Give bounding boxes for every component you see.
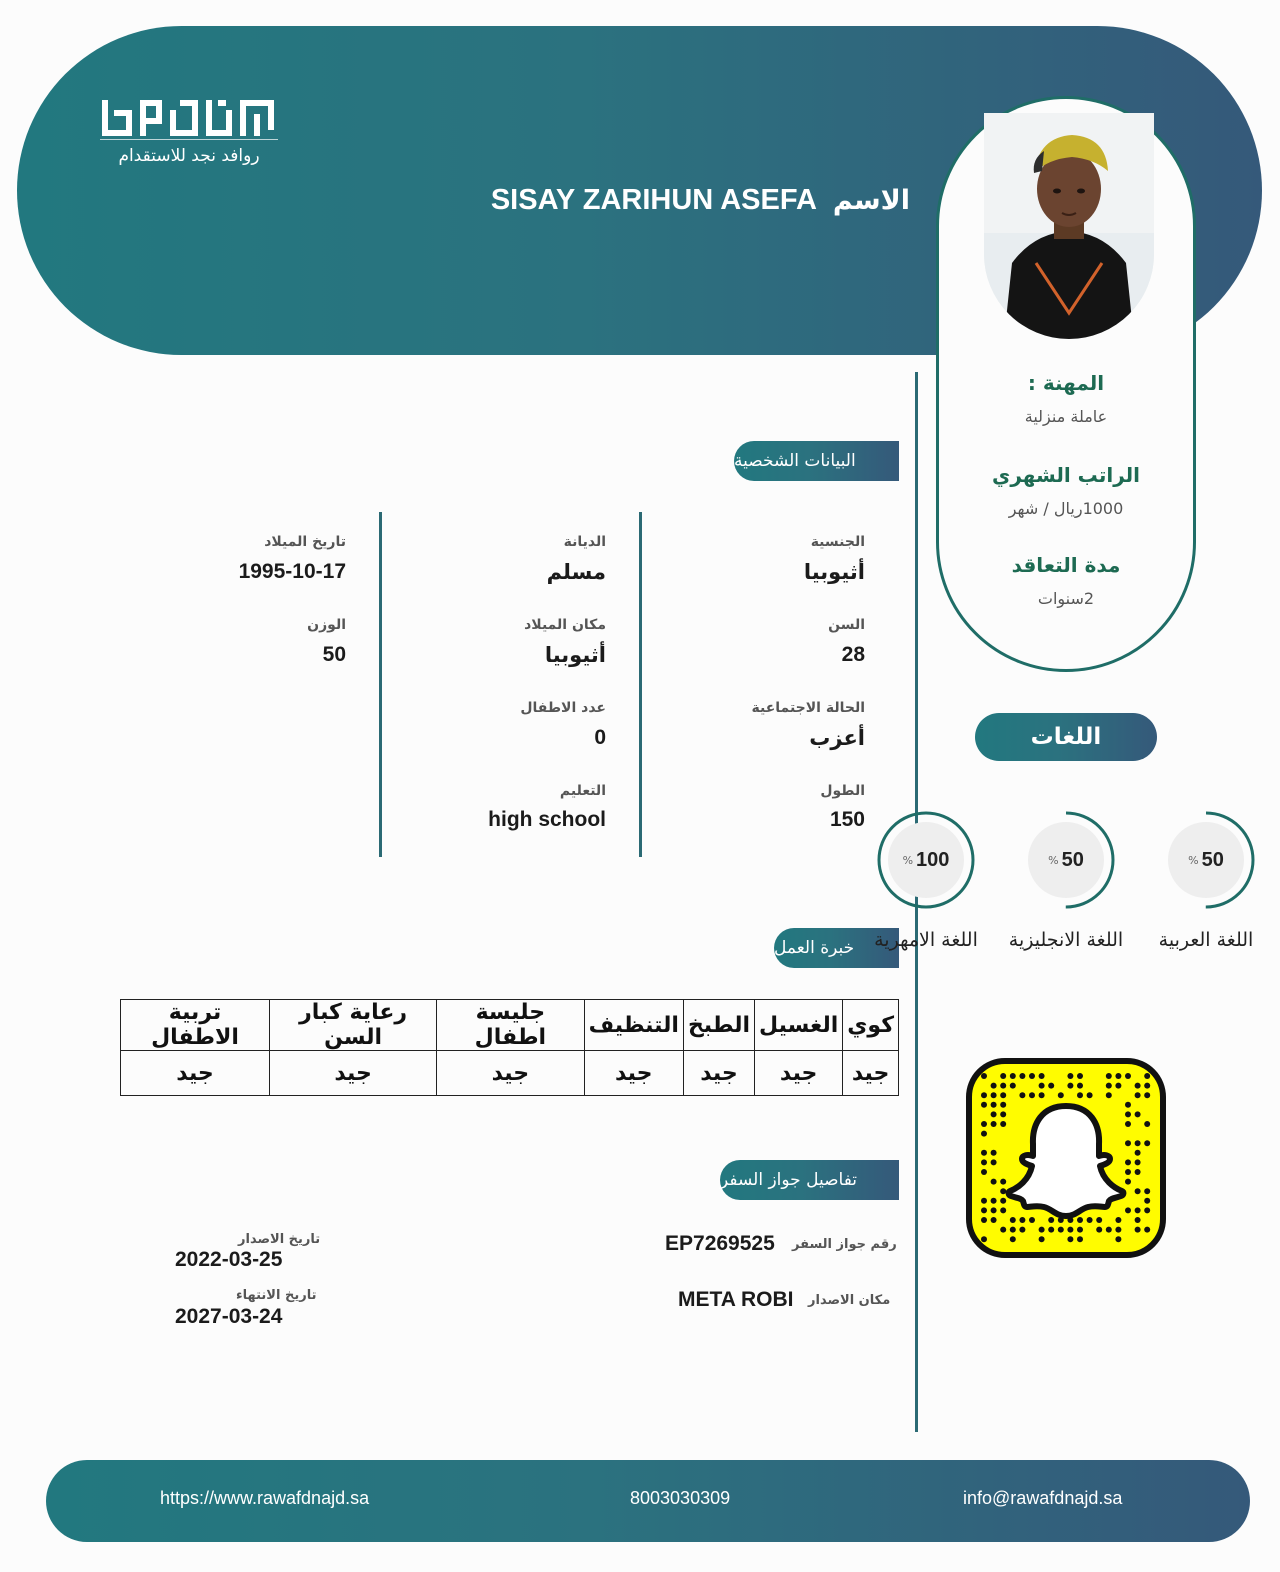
skill-header: الطبخ xyxy=(683,1000,754,1051)
expiry-date-value: 2027-03-24 xyxy=(175,1305,283,1328)
snapcode-dot xyxy=(991,1150,997,1156)
snapcode-dot xyxy=(1029,1217,1035,1223)
snapcode-dot xyxy=(1039,1083,1045,1089)
snapcode-dot xyxy=(1115,1073,1121,1079)
skill-rating: جيد xyxy=(270,1051,437,1096)
percent-unit: % xyxy=(1188,853,1199,867)
snapcode-dot xyxy=(1125,1121,1131,1127)
snapcode-dot xyxy=(991,1179,997,1185)
snapcode-dot xyxy=(1135,1083,1141,1089)
height-label: الطول xyxy=(820,783,865,799)
marital-value: أعزب xyxy=(809,727,865,750)
snapcode-dot xyxy=(1077,1092,1083,1098)
name-label: الاسم xyxy=(832,184,910,216)
snapcode-dot xyxy=(1144,1188,1150,1194)
snapcode-dot xyxy=(981,1121,987,1127)
snapcode-dot xyxy=(1125,1169,1131,1175)
language-gauge-english xyxy=(1016,810,1116,910)
language-percent: 50 xyxy=(1061,848,1084,871)
profile-card xyxy=(936,96,1196,672)
snapcode-dot xyxy=(1144,1073,1150,1079)
snapcode-dot xyxy=(1010,1217,1016,1223)
name-row xyxy=(470,180,910,220)
snapcode-dot xyxy=(1010,1073,1016,1079)
marital-label: الحالة الاجتماعية xyxy=(751,700,865,716)
dob-label: تاريخ الميلاد xyxy=(264,534,346,550)
age-value: 28 xyxy=(841,643,865,666)
religion-label: الديانة xyxy=(563,534,606,550)
passport-number-value: EP7269525 xyxy=(665,1232,775,1255)
snapcode-dot xyxy=(1135,1150,1141,1156)
phone-number[interactable]: 8003030309 xyxy=(630,1488,731,1508)
snapcode-dot xyxy=(1125,1073,1131,1079)
percent-unit: % xyxy=(902,853,914,867)
skill-rating: جيد xyxy=(843,1051,899,1096)
snapcode-dot xyxy=(1019,1073,1025,1079)
snapcode-dot xyxy=(1106,1092,1112,1098)
birthplace-value: أثيوبيا xyxy=(544,644,606,667)
snapcode-dot xyxy=(991,1083,997,1089)
snapcode-dot xyxy=(1087,1217,1093,1223)
language-percent: 100 xyxy=(916,848,950,871)
snapcode-dot xyxy=(1144,1083,1150,1089)
snapcode-dot xyxy=(1067,1227,1073,1233)
personal-section-pill: البيانات الشخصية xyxy=(734,441,899,481)
snapcode-dot xyxy=(1135,1092,1141,1098)
height-value: 150 xyxy=(829,808,865,831)
snapcode-dot xyxy=(981,1169,987,1175)
snapcode-dot xyxy=(1019,1227,1025,1233)
language-gauge-amharic xyxy=(876,810,976,910)
snapcode-dot xyxy=(1077,1236,1083,1242)
snapcode-dot xyxy=(1077,1227,1083,1233)
job-value: عاملة منزلية xyxy=(1024,407,1108,426)
passport-number-label: رقم جواز السفر xyxy=(792,1237,897,1252)
passport-place-value: META ROBI xyxy=(678,1288,794,1311)
snapcode-dot xyxy=(991,1121,997,1127)
snapcode-dot xyxy=(991,1111,997,1117)
snapcode-dot xyxy=(1077,1217,1083,1223)
snapcode-dot xyxy=(991,1198,997,1204)
snapcode-dot xyxy=(1000,1198,1006,1204)
snapcode-dot xyxy=(1115,1227,1121,1233)
snapcode-dot xyxy=(1125,1111,1131,1117)
snapcode-dot xyxy=(1029,1073,1035,1079)
snapcode-dot xyxy=(1106,1227,1112,1233)
snapcode-dot xyxy=(1029,1092,1035,1098)
snapcode-dot xyxy=(1135,1111,1141,1117)
language-gauge-center xyxy=(1028,822,1104,898)
skill-header: الغسيل xyxy=(755,1000,843,1051)
dob-value: 1995-10-17 xyxy=(238,560,346,583)
website-link[interactable]: https://www.rawafdnajd.sa xyxy=(160,1488,370,1508)
age-label: السن xyxy=(828,617,865,633)
language-name-arabic: اللغة العربية xyxy=(1158,929,1254,951)
issue-date-value: 2022-03-25 xyxy=(175,1248,283,1271)
snapcode-dot xyxy=(1039,1073,1045,1079)
worker-name: SISAY ZARIHUN ASEFA xyxy=(490,183,817,216)
snapcode-dot xyxy=(981,1150,987,1156)
email-link[interactable]: info@rawafdnajd.sa xyxy=(963,1488,1123,1508)
snapcode-dot xyxy=(1000,1121,1006,1127)
religion-value: مسلم xyxy=(546,561,606,584)
skill-header: رعاية كبار السن xyxy=(270,1000,437,1051)
snapcode-dot xyxy=(1067,1236,1073,1242)
snapcode-dot xyxy=(1010,1236,1016,1242)
percent-unit: % xyxy=(1048,853,1059,867)
snapcode-dot xyxy=(1144,1140,1150,1146)
snapcode-dot xyxy=(1144,1198,1150,1204)
snapcode-dot xyxy=(1115,1217,1121,1223)
skill-header: التنظيف xyxy=(584,1000,683,1051)
skill-header: تربية الاطفال xyxy=(121,1000,270,1051)
passport-place-label: مكان الاصدار xyxy=(808,1293,891,1308)
snapcode-dot xyxy=(981,1217,987,1223)
snapcode-dot xyxy=(1144,1121,1150,1127)
skills-value-row xyxy=(121,1051,899,1096)
passport-section-pill: تفاصيل جواز السفر xyxy=(720,1160,899,1200)
footer-bar xyxy=(46,1460,1250,1542)
snapcode-dot xyxy=(981,1102,987,1108)
snapcode-dot xyxy=(1135,1217,1141,1223)
skills-table xyxy=(120,999,899,1096)
person-photo-icon xyxy=(984,113,1154,339)
snapcode-dot xyxy=(981,1207,987,1213)
snapcode[interactable] xyxy=(966,1058,1166,1258)
contract-title: مدة التعاقد xyxy=(1011,553,1121,577)
skill-rating: جيد xyxy=(755,1051,843,1096)
snapcode-dot xyxy=(1125,1179,1131,1185)
worker-photo xyxy=(984,113,1154,339)
children-label: عدد الاطفال xyxy=(520,700,606,716)
snapcode-dot xyxy=(1048,1217,1054,1223)
snapcode-dot xyxy=(1048,1083,1054,1089)
contract-value: 2سنوات xyxy=(1037,589,1095,608)
snapcode-dot xyxy=(1135,1159,1141,1165)
snapcode-dot xyxy=(1058,1227,1064,1233)
snapcode-dot xyxy=(1067,1073,1073,1079)
snapcode-dot xyxy=(991,1102,997,1108)
language-gauge-arabic xyxy=(1156,810,1256,910)
skill-rating: جيد xyxy=(683,1051,754,1096)
snapcode-dot xyxy=(1000,1207,1006,1213)
nationality-label: الجنسية xyxy=(810,534,865,550)
snapcode-dot xyxy=(1135,1169,1141,1175)
snapcode-dot xyxy=(1125,1102,1131,1108)
snapcode-dot xyxy=(1000,1227,1006,1233)
snapcode-dot xyxy=(1077,1073,1083,1079)
snapcode-dot xyxy=(1058,1092,1064,1098)
expiry-date-label: تاريخ الانتهاء xyxy=(236,1288,317,1303)
language-name-english: اللغة الانجليزية xyxy=(1008,929,1124,951)
salary-title: الراتب الشهري xyxy=(992,463,1140,487)
snapcode-dot xyxy=(1125,1140,1131,1146)
snapcode-dot xyxy=(981,1131,987,1137)
logo-mark-icon xyxy=(100,96,278,140)
language-percent: 50 xyxy=(1201,848,1224,871)
snapcode-dot xyxy=(991,1217,997,1223)
snapcode-dot xyxy=(981,1092,987,1098)
language-gauge-center xyxy=(1168,822,1244,898)
birthplace-label: مكان الميلاد xyxy=(524,617,606,633)
skill-rating: جيد xyxy=(584,1051,683,1096)
snapchat-ghost-icon xyxy=(966,1058,1166,1258)
snapcode-dot xyxy=(1106,1083,1112,1089)
logo-subtitle: روافد نجد للاستقدام xyxy=(118,146,260,166)
snapcode-dot xyxy=(991,1092,997,1098)
snapcode-dot xyxy=(1144,1207,1150,1213)
snapcode-dot xyxy=(1077,1083,1083,1089)
snapcode-dot xyxy=(1000,1083,1006,1089)
snapcode-dot xyxy=(1000,1102,1006,1108)
snapcode-dot xyxy=(1096,1217,1102,1223)
snapcode-dot xyxy=(1039,1236,1045,1242)
snapcode-dot xyxy=(981,1198,987,1204)
snapcode-dot xyxy=(1019,1092,1025,1098)
snapcode-dot xyxy=(991,1207,997,1213)
snapcode-dot xyxy=(1010,1083,1016,1089)
snapcode-dot xyxy=(991,1159,997,1165)
snapcode-dot xyxy=(1000,1111,1006,1117)
weight-label: الوزن xyxy=(307,617,346,633)
salary-value: 1000ريال / شهر xyxy=(1008,499,1124,518)
skill-header: كوي xyxy=(843,1000,899,1051)
snapcode-dot xyxy=(1106,1073,1112,1079)
issue-date-label: تاريخ الاصدار xyxy=(238,1232,321,1247)
education-label: التعليم xyxy=(559,783,606,799)
snapcode-dot xyxy=(1096,1227,1102,1233)
snapcode-dot xyxy=(1087,1092,1093,1098)
languages-pill: اللغات xyxy=(975,713,1157,761)
language-gauge-center xyxy=(888,822,964,898)
snapcode-dot xyxy=(1135,1188,1141,1194)
snapcode-dot xyxy=(1039,1227,1045,1233)
snapcode-dot xyxy=(1125,1207,1131,1213)
skills-header-row xyxy=(121,1000,899,1051)
snapcode-dot xyxy=(981,1236,987,1242)
company-logo xyxy=(100,96,280,172)
snapcode-dot xyxy=(1135,1207,1141,1213)
snapcode-dot xyxy=(1000,1188,1006,1194)
language-name-amharic: اللغة الامهرية xyxy=(874,929,978,951)
snapcode-dot xyxy=(1144,1227,1150,1233)
education-value: high school xyxy=(488,808,606,831)
snapcode-dot xyxy=(1115,1083,1121,1089)
snapcode-dot xyxy=(1000,1179,1006,1185)
snapcode-dot xyxy=(981,1073,987,1079)
nationality-value: أثيوبيا xyxy=(803,561,865,584)
children-value: 0 xyxy=(594,726,606,749)
skill-rating: جيد xyxy=(121,1051,270,1096)
weight-value: 50 xyxy=(322,643,346,666)
snapcode-dot xyxy=(1125,1159,1131,1165)
snapcode-dot xyxy=(1010,1227,1016,1233)
skill-rating: جيد xyxy=(437,1051,584,1096)
snapcode-dot xyxy=(981,1159,987,1165)
job-title-label: المهنة : xyxy=(1027,371,1105,395)
snapcode-dot xyxy=(1135,1140,1141,1146)
experience-section-pill: خبرة العمل xyxy=(774,928,899,968)
snapcode-dot xyxy=(1000,1092,1006,1098)
snapcode-dot xyxy=(1144,1092,1150,1098)
snapcode-dot xyxy=(1048,1227,1054,1233)
snapcode-dot xyxy=(1135,1227,1141,1233)
skill-header: جليسة اطفال xyxy=(437,1000,584,1051)
snapcode-dot xyxy=(1000,1073,1006,1079)
snapcode-dot xyxy=(1039,1092,1045,1098)
snapcode-dot xyxy=(1019,1217,1025,1223)
snapcode-dot xyxy=(1067,1083,1073,1089)
snapcode-dot xyxy=(1115,1236,1121,1242)
